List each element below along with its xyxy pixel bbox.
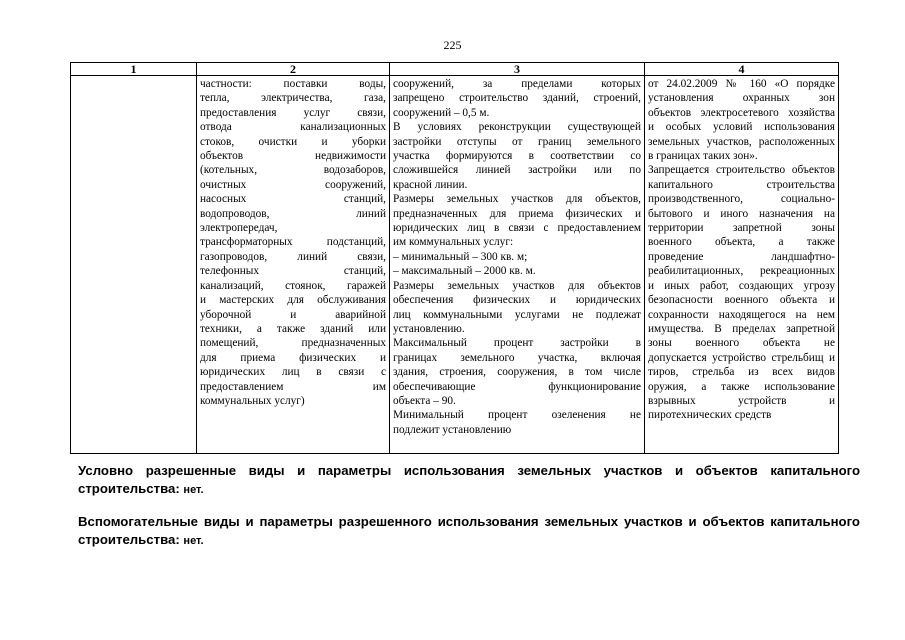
conditional-use-paragraph xyxy=(78,462,860,499)
cell-text-line: красной линии. xyxy=(393,178,468,191)
cell-text-line: застройки отступы от границ земельного xyxy=(393,135,641,148)
cell-text-line: им коммунальных услуг: xyxy=(393,236,514,249)
column-header-3: 3 xyxy=(390,63,645,76)
conditional-use-value: нет. xyxy=(183,484,204,496)
cell-text-line: канализаций, стоянок, гаражей xyxy=(200,279,386,292)
table-header-row xyxy=(71,63,839,76)
cell-text-line: юридических лиц в связи с предоставлением xyxy=(393,222,641,235)
cell-text-line: сохранности находящегося на нем xyxy=(648,308,835,321)
auxiliary-use-paragraph xyxy=(78,513,860,550)
cell-text-line: военного объекта, а также xyxy=(648,236,835,249)
cell-text-line: пиротехнических средств xyxy=(648,409,772,422)
cell-text-line: техники, а также зданий или xyxy=(200,322,386,335)
cell-text-line: частности: поставки воды, xyxy=(200,78,386,90)
cell-text-line: капитального строительства xyxy=(648,178,835,191)
cell-text-line: – минимальный – 300 кв. м; xyxy=(393,250,528,263)
column-header-2: 2 xyxy=(197,63,390,76)
cell-text-line: объектов недвижимости xyxy=(200,150,386,163)
cell-text-line: для приема физических и xyxy=(200,351,386,364)
cell-text-line: границах земельного участка, включая xyxy=(393,351,641,364)
cell-col4 xyxy=(645,76,839,454)
cell-text-line: сооружений – 0,5 м. xyxy=(393,106,490,119)
cell-text-line: стоков, очистки и уборки xyxy=(200,135,386,148)
cell-text-line: В условиях реконструкции существующей xyxy=(393,121,641,134)
cell-text-line: взрывных устройств и xyxy=(648,394,835,407)
cell-text-line: предназначенных для приема физических и xyxy=(393,207,641,220)
cell-text-line: предоставления услуг связи, xyxy=(200,106,386,119)
cell-text-line: и мастерских для обслуживания xyxy=(200,294,386,307)
cell-text-line: проведение ландшафтно- xyxy=(648,250,835,263)
cell-text-line: тепла, электричества, газа, xyxy=(200,92,386,105)
cell-text-line: водопроводов, линий xyxy=(200,207,386,220)
cell-text-line: Максимальный процент застройки в xyxy=(393,337,641,350)
cell-text-line: обеспечения физических и юридических xyxy=(393,294,641,307)
cell-text-line: газопроводов, линий связи, xyxy=(200,250,386,263)
cell-text-line: коммунальных услуг) xyxy=(200,394,305,407)
cell-text-line: от 24.02.2009 № 160 «О порядке xyxy=(648,78,835,90)
cell-text-line: участка формируются в соответствии со xyxy=(393,150,641,163)
cell-text-line: телефонных станций, xyxy=(200,265,386,278)
cell-text-line: предоставлением им xyxy=(200,380,386,393)
cell-text-line: Запрещается строительство объектов xyxy=(648,164,835,177)
cell-text-line: – максимальный – 2000 кв. м. xyxy=(393,265,536,278)
cell-text-line: и особых условий использования xyxy=(648,121,835,134)
cell-text-line: обеспечивающие функционирование xyxy=(393,380,641,393)
cell-text-line: территории запретной зоны xyxy=(648,222,835,235)
cell-text-line: уборочной и аварийной xyxy=(200,308,386,321)
page-number: 225 xyxy=(443,38,462,52)
conditional-use-text: Условно разрешенные виды и параметры использования земельных участков и объектов капитального строительства: xyxy=(78,463,860,496)
cell-text-line: запрещено строительство зданий, строений, xyxy=(393,92,641,105)
cell-text-line: сложившейся линией застройки или по xyxy=(393,164,641,177)
cell-text-line: юридических лиц в связи с xyxy=(200,366,386,379)
cell-text-line: Минимальный процент озеленения не xyxy=(393,409,641,422)
cell-text-line: реабилитационных, рекреационных xyxy=(648,265,835,278)
cell-col3 xyxy=(390,76,645,454)
column-header-4: 4 xyxy=(645,63,839,76)
cell-text-line: отвода канализационных xyxy=(200,121,386,134)
cell-text-line: здания, строения, сооружения, в том числе xyxy=(393,366,641,379)
cell-text-line: лиц коммунальными услугами не подлежат xyxy=(393,308,641,321)
cell-text-line: Размеры земельных участков для объектов xyxy=(393,279,641,292)
cell-text-line: сооружений, за пределами которых xyxy=(393,78,641,90)
cell-text-line: объектов электросетевого хозяйства xyxy=(648,106,835,119)
cell-text-line: помещений, предназначенных xyxy=(200,337,386,350)
cell-text-line: подлежит установлению xyxy=(393,423,512,436)
cell-text-line: установлению. xyxy=(393,322,465,335)
cell-col1 xyxy=(71,76,197,454)
cell-text-line: производственного, социально- xyxy=(648,193,835,206)
table-row xyxy=(71,76,839,454)
cell-text-line: тиров, стрельба из всех видов xyxy=(648,366,835,379)
cell-text-line: насосных станций, xyxy=(200,193,386,206)
cell-text-line: оружия, а также использование xyxy=(648,380,835,393)
cell-text-line: имущества. В пределах запретной xyxy=(648,322,835,335)
cell-text-line: допускается устройство стрельбищ и xyxy=(648,351,835,364)
cell-text-line: очистных сооружений, xyxy=(200,178,386,191)
cell-text-line: установления охранных зон xyxy=(648,92,835,105)
cell-text-line: (котельных, водозаборов, xyxy=(200,164,386,177)
cell-text-line: бытового и иного назначения на xyxy=(648,207,835,220)
cell-text-line: объекта – 90. xyxy=(393,394,456,407)
cell-col2 xyxy=(197,76,390,454)
cell-text-line: и иных работ, создающих угрозу xyxy=(648,279,835,292)
regulations-table xyxy=(70,62,839,454)
cell-text-line: трансформаторных подстанций, xyxy=(200,236,386,249)
column-header-1: 1 xyxy=(71,63,197,76)
cell-text-line: безопасности военного объекта и xyxy=(648,294,835,307)
cell-text-line: в границах таких зон». xyxy=(648,150,758,163)
cell-text-line: электропередач, xyxy=(200,222,278,235)
cell-text-line: Размеры земельных участков для объектов, xyxy=(393,193,641,206)
auxiliary-use-value: нет. xyxy=(183,535,204,547)
cell-text-line: земельных участков, расположенных xyxy=(648,135,835,148)
cell-text-line: зоны военного объекта не xyxy=(648,337,835,350)
auxiliary-use-text: Вспомогательные виды и параметры разрешенного использования земельных участков и объектов капитального строительства: xyxy=(78,514,860,547)
